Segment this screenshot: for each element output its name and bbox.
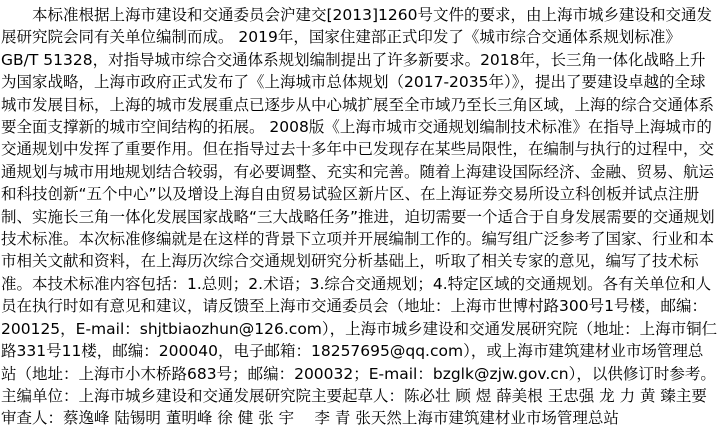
document-paragraph: 本标准根据上海市建设和交通委员会沪建交[2013]1260号文件的要求，由上海市城乡建设和交通发展研究院会同有关单位编制而成。 2019年，国家住建部正式印发了《城市综合交通体系规划标准》GB/T 51328，对指导城市综合交通体系规划编制提出了许多新要求。2018年，长三角一体化战略上升为国家战略，上海市政府正式发布了《上海城市总体规划（2017-2035年）》，提出了要建设卓越的全球城市发展目标，上海的城市发展重点已逐步从中心城扩展至全市域乃至长三角区域，上海的综合交通体系要全面支撑新的城市空间结构的拓展。 2008版《上海市城市交通规划编制技术标准》在指导上海城市的交通规划中发挥了重要作用。但在指导过去十多年中已发现存在某些局限性，在编制与执行的过程中，交通规划与城市用地规划结合较弱，有必要调整、充实和完善。随着上海建设国际经济、金融、贸易、航运和科技创新“五个中心”以及增设上海自由贸易试验区新片区、在上海证券交易所设立科创板并试点注册制、实施长三角一体化发展国家战略“三大战略任务”推进，迫切需要一个适合于自身发展需要的交通规划技术标准。本次标准修编就是在这样的背景下立项并开展编制工作的。编写组广泛参考了国家、行业和本市相关文献和资料，在上海历次综合交通规划研究分析基础上，听取了相关专家的意见，编写了技术标准。本技术标准内容包括：1.总则；2.术语；3.综合交通规划；4.特定区域的交通规划。各有关单位和人员在执行时如有意见和建议，请反馈至上海市交通委员会（地址：上海市世博村路300号1号楼，邮编：200125，E-mail：shjtbiaozhun@126.com），上海市城乡建设和交通发展研究院（地址：上海市铜仁路331号11楼，邮编：200040，电子邮箱：18257695@qq.com），或上海市建筑建材业市场管理总站（地址：上海市小木桥路683号；邮编：200032；E-mail：bzglk@zjw.gov.cn），以供修订时参考。主编单位：上海市城乡建设和交通发展研究院主要起草人：陈必壮 顾 煜 薛美根 王忠强 龙 力 黄 臻主要审查人：蔡逸峰 陆锡明 董明峰 徐 健 张 宇 李 青 张天然上海市建筑建材业市场管理总站 [1,6,718,428]
